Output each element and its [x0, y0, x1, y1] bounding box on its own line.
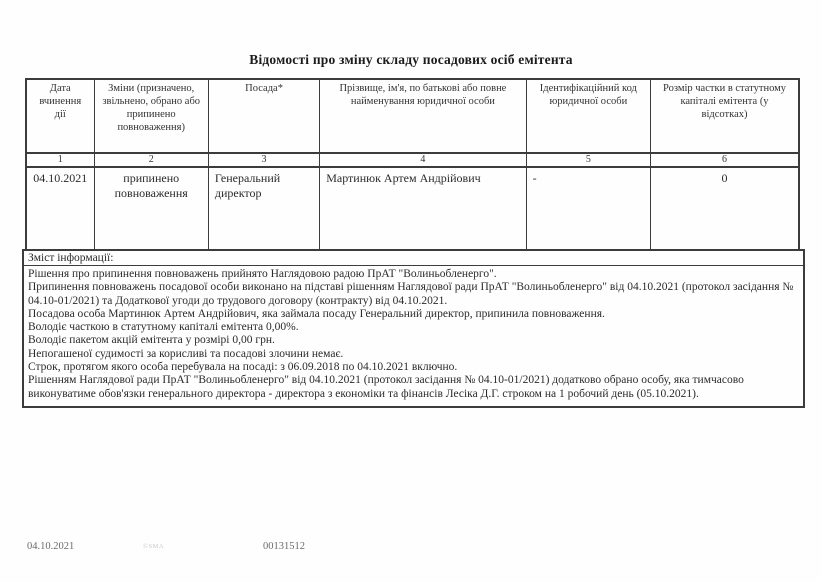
col-header-id-code: Ідентифікаційний код юридичної особи	[526, 79, 650, 153]
info-box-header: Зміст інформації:	[24, 251, 803, 266]
info-box	[22, 249, 805, 408]
cell-action-date: 04.10.2021	[26, 167, 94, 253]
cell-id-code: -	[526, 167, 650, 253]
page-title: Відомості про зміну складу посадових осіб емітента	[249, 52, 573, 67]
col-number-3: 3	[208, 153, 319, 167]
info-box-body	[24, 266, 803, 406]
table-data-row	[26, 167, 799, 253]
table-header-row	[26, 79, 799, 153]
info-line-conviction: Непогашеної судимості за корисливі та посадові злочини немає.	[28, 347, 344, 360]
cell-position: Генеральний директор	[208, 167, 319, 253]
col-number-6: 6	[651, 153, 799, 167]
info-line-share: Володіє часткою в статутному капіталі емітента 0,00%.	[28, 321, 299, 334]
col-header-action-date: Дата вчинення дії	[26, 79, 94, 153]
column-number-row	[26, 153, 799, 167]
cell-full-name: Мартинюк Артем Андрійович	[320, 167, 526, 253]
col-number-2: 2	[94, 153, 208, 167]
col-header-position: Посада*	[208, 79, 319, 153]
col-number-5: 5	[526, 153, 650, 167]
info-line-stock: Володіє пакетом акцій емітента у розмірі 0,00 грн.	[28, 334, 275, 347]
col-header-changes: Зміни (призначено, звільнено, обрано або припинено повноваження)	[94, 79, 208, 153]
footer-watermark: ©SMA	[143, 543, 165, 550]
cell-change: припинено повноваження	[94, 167, 208, 253]
info-line-decision: Рішення про припинення повноважень прийнято Наглядовою радою ПрАТ "Волиньобленерго".	[28, 268, 497, 280]
cell-share-size: 0	[651, 167, 799, 253]
officials-table	[25, 78, 800, 254]
col-header-full-name: Прізвище, ім'я, по батькові або повне найменування юридичної особи	[320, 79, 526, 153]
info-line-grounds: Припинення повноважень посадової особи виконано на підставі рішенням Наглядової ради ПрАТ "Волиньобленерго" від 04.10.2021 (протокол засідання № 04.10-01/2021) та Додаткової угоди до трудового договору (контракту) від 04.10.2021.	[28, 281, 794, 307]
footer-edrpou-code: 00131512	[263, 541, 305, 552]
info-line-replacement: Рішенням Наглядової ради ПрАТ "Волиньобленерго" від 04.10.2021 (протокол засідання № 04.10-01/2021) додатково обрано особу, яка тимчасово виконуватиме обов'язки генерального директора - директора з економіки та фінансів Лесіка Д.Г. строком на 1 робочий день (05.10.2021).	[28, 374, 744, 400]
col-header-share-size: Розмір частки в статутному капіталі емітента (у відсотках)	[651, 79, 799, 153]
info-line-official: Посадова особа Мартинюк Артем Андрійович, яка займала посаду Генеральний директор, припинила повноваження.	[28, 307, 605, 320]
col-number-4: 4	[320, 153, 526, 167]
col-number-1: 1	[26, 153, 94, 167]
info-line-term: Строк, протягом якого особа перебувала на посаді: з 06.09.2018 по 04.10.2021 включно.	[28, 361, 458, 374]
footer-date: 04.10.2021	[27, 541, 75, 552]
